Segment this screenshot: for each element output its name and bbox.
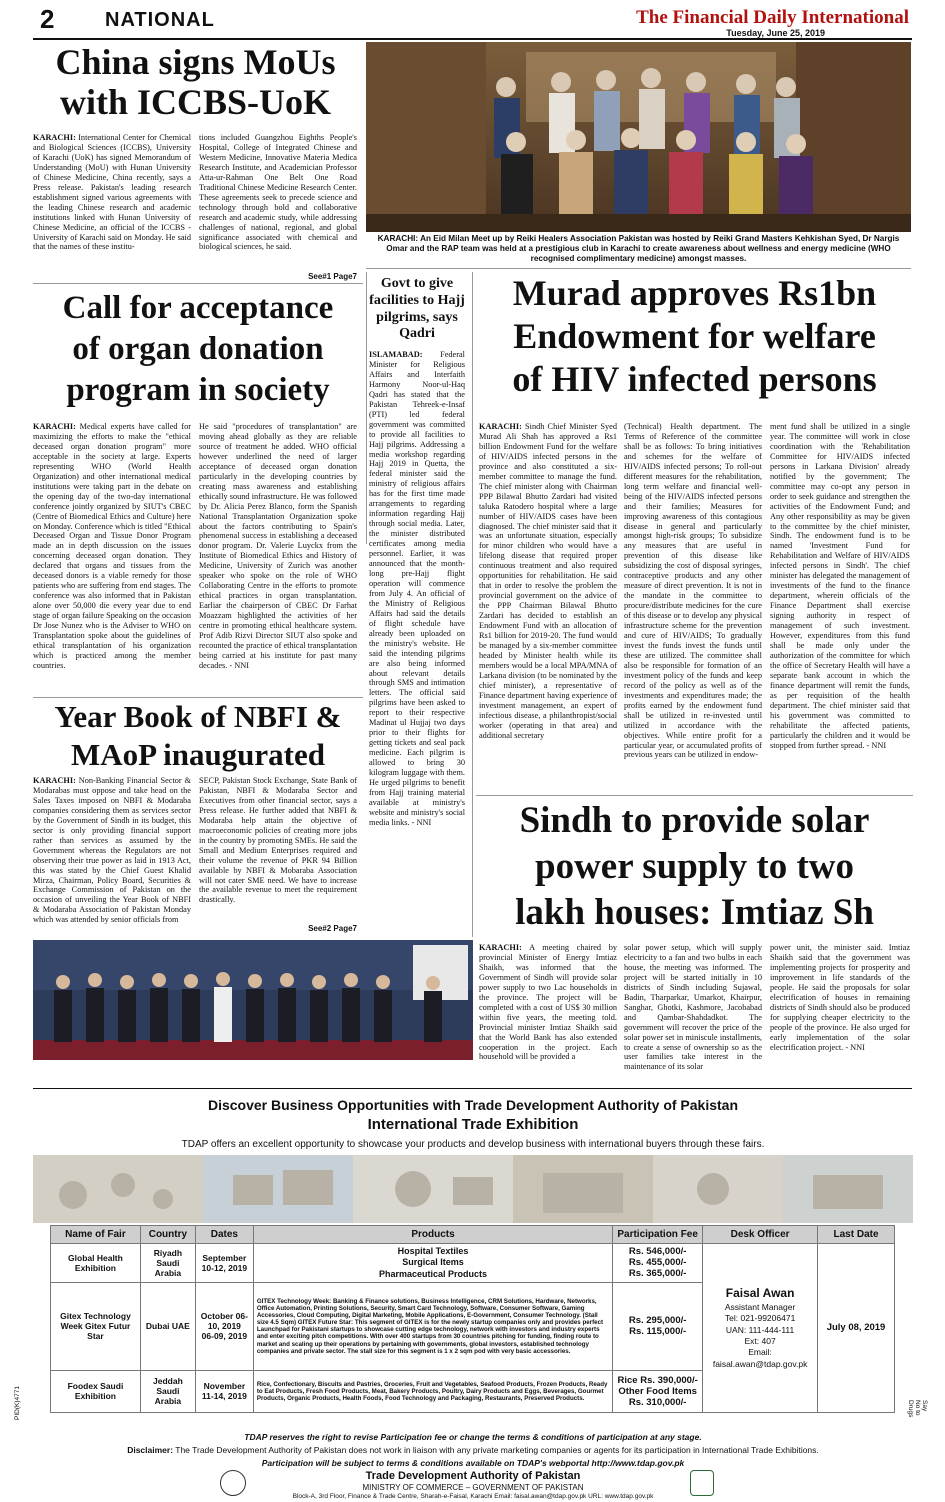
side-slogan: Say No to Drugs xyxy=(907,1400,928,1418)
nbfi-continued: See#2 Page7 xyxy=(308,924,357,933)
fair-name: Global Health Exhibition xyxy=(51,1244,141,1283)
solar-headline xyxy=(476,798,913,936)
fair-name: Gitex Technology Week Gitex Futur Star xyxy=(51,1282,141,1370)
divider-hajj-right xyxy=(472,272,473,937)
divider-photo1 xyxy=(366,268,911,269)
murad-headline-line1: Murad approves Rs1bn xyxy=(512,273,877,313)
fair-dates: November 11-14, 2019 xyxy=(195,1370,253,1412)
side-code: PID(K)4771 xyxy=(14,1386,21,1420)
murad-headline xyxy=(476,272,913,402)
footer-ministry: MINISTRY OF COMMERCE – GOVERNMENT OF PAKISTAN xyxy=(362,1483,584,1492)
solar-headline-line3: lakh houses: Imtiaz Sh xyxy=(515,891,874,933)
ad-banner-strip xyxy=(33,1155,913,1223)
organ-dateline: KARACHI: xyxy=(33,422,76,431)
col-header-products: Products xyxy=(253,1226,612,1244)
fair-products: Rice, Confectionary, Biscuits and Pastries, Groceries, Fruit and Vegetables, Seafood Products, Frozen Products, Ready to Eat Products, Fresh Food Products, Meat, Bakery Products, Poultry, Dairy Products and Eggs, Beverages, Gourmet Products, Organic Products, Health Foods, Food Technology and Packaging, Restaurants, Preserved Products. xyxy=(253,1370,612,1412)
organ-col2 xyxy=(199,422,357,694)
group-photo-image xyxy=(366,42,911,232)
china-headline-line2: with ICCBS-UoK xyxy=(59,82,332,123)
officer-email-label: Email: xyxy=(748,1347,772,1358)
organ-text2: He said "procedures of transplantation" are moving ahead globally as they are reliable source of treatment he added. WHO official however underlined the need of larger acceptance of deceased organ donation particularly in the developing countries by creating mass awareness and establishing ethically sound infrastructure. He was followed by Dr. Alicia Perez Blanco, form the Spanish National Transplantation Organization spoke about the factors contributing to Spain's phenomenal success in establishing a deceased donor program. Dr. Valerie Luyckx from the Institute of Biomedical Ethics and History of Medicine, University of Zurich was another speaker who spoke on the role of WHO Collaborating Centre in the efforts to promote ethical practices in organ transplantation. Earliar the chairperson of CBEC Dr Farhat Moazzam highlighted the activities of her centre in promoting ethical healthcare system. Prof Adib Rizvi Director SIUT also spoke and recounted the practice of ethical transplantation being carried at his institute for past many decades. - NNI xyxy=(199,422,357,670)
china-headline-line1: China signs MoUs xyxy=(55,42,336,82)
officer-title: Assistant Manager xyxy=(724,1301,796,1312)
solar-headline-line1: Sindh to provide solar xyxy=(519,800,870,841)
last-date-cell: July 08, 2019 xyxy=(818,1244,895,1413)
disclaimer-label: Disclaimer: xyxy=(127,1445,174,1455)
murad-col1 xyxy=(479,422,617,790)
china-col2 xyxy=(199,133,357,271)
murad-text1: Sindh Chief Minister Syed Murad Ali Shah has approved a Rs1 billion Endowment Fund for the welfare of HIV/AIDS infected persons in the province and also constituted a six-member committee to manage the fund. The chief minister along with Chairman PPP Bilawal Bhutto Zardari had visited taluka Ratodero hospital where a large number of HIV/AIDS cases have been diagnosed. The chief minister said that it was an unfortunate situation, especially for minor children who would have a lifelong disease that required proper continuous treatment and also required opportunities for rehabilitation. He said that in order to resolve the problem the provincial government on the advice of the PPP Chairman Bilawal Bhutto Zardari has decided to establish an Endowment Fund with an allocation of Rs1 billion for 2019-20. The fund would be managed by a six-member committee headed by Minister health while its members would be a local MPA/MNA of Larkana division (to be nominated by the chief minister), a representative of Finance department having experience of investment management, an expert of infectious disease, a philanthropist/social worker (operating in that area) and additional secretary xyxy=(479,422,617,740)
hajj-dateline: ISLAMABAD: xyxy=(369,350,423,359)
organ-headline-line3: program in society xyxy=(66,371,330,408)
ceremony-photo-image xyxy=(33,940,473,1060)
fair-country: Dubai UAE xyxy=(140,1282,195,1370)
officer-name: Faisal Awan xyxy=(725,1286,795,1301)
solar-headline-line2: power supply to two xyxy=(535,845,854,887)
table-row xyxy=(51,1244,895,1283)
murad-col2 xyxy=(624,422,762,790)
eid-milan-photo xyxy=(366,42,911,232)
fair-dates: October 06-10, 2019 06-09, 2019 xyxy=(195,1282,253,1370)
footer-org: Trade Development Authority of Pakistan xyxy=(365,1470,581,1482)
officer-tel: Tel: 021-99206471 xyxy=(724,1313,796,1324)
murad-headline-line2: Endowment for welfare xyxy=(513,316,876,357)
fair-fee: Rs. 546,000/- Rs. 455,000/- Rs. 365,000/- xyxy=(613,1244,703,1283)
nbfi-text2: SECP, Pakistan Stock Exchange, State Bank of Pakistan, NBFI & Modaraba Sector and Executives from other financial sector, says a Press release. He further added that NBFI & Modaraba help attain the objective of macroeconomic policies of creating more jobs in the country by promoting SMEs. He said the Small and Medium Enterprises required and their volume the revenue of PKR 94 Billion available by NBFI & Mobaraba Association will not cater SME need. We have to increase the available revenue to meet the requirement drastically. xyxy=(199,776,357,905)
nbfi-text1: Non-Banking Financial Sector & Modarabas must oppose and take head on the Sales Taxes imposed on NBFI & Modaraba companies considering them as services sector by the Government of Sindh in its budget, this sector is only providing financial support rather than services as assumed by the Government whereas the Regulators are not observing their true power as laid in 1913 Act, this was stated by the Chief Guest Khalid Mirza, Chairman, Policy Board, Securities & Exchange Commission of Pakistan on the occasion of unveiling the Year Book of NBFI & Modaraba Association of Pakistan Monday which was attended by senior officials from xyxy=(33,776,191,925)
nbfi-headline-line1: Year Book of NBFI & xyxy=(54,699,342,734)
divider-china xyxy=(33,283,363,284)
fair-dates: September 10-12, 2019 xyxy=(195,1244,253,1283)
murad-dateline: KARACHI: xyxy=(479,422,522,431)
fairs-table xyxy=(50,1225,895,1413)
ad-top-rule xyxy=(33,1088,912,1089)
eid-milan-caption: KARACHI: An Eid Milan Meet up by Reiki Healers Association Pakistan was hosted by Reiki Grand Masters Kehkishan Syed, Dr Nargis Omar and the RAP team was held at a prestigious club in Karachi to create awareness about wellness and energy medicine (WHO recognised complimentary medicine) amongst masses. xyxy=(377,234,900,263)
ad-subtitle: International Trade Exhibition xyxy=(367,1116,579,1133)
organ-headline-line1: Call for acceptance xyxy=(62,290,334,326)
col-header-dates: Dates xyxy=(195,1226,253,1244)
officer-uan: UAN: 111-444-111 xyxy=(725,1324,795,1335)
solar-col2 xyxy=(624,943,762,1072)
murad-col3 xyxy=(770,422,910,790)
col-header-officer: Desk Officer xyxy=(703,1226,818,1244)
fair-country: Riyadh Saudi Arabia xyxy=(140,1244,195,1283)
table-header-row xyxy=(51,1226,895,1244)
organ-headline xyxy=(33,288,363,411)
issue-date: Tuesday, June 25, 2019 xyxy=(726,28,825,38)
col-header-fee: Participation Fee xyxy=(613,1226,703,1244)
organ-headline-line2: of organ donation xyxy=(72,330,324,367)
products-collage xyxy=(33,1155,913,1223)
desk-officer-cell xyxy=(703,1244,818,1413)
divider-murad xyxy=(476,795,913,796)
china-text1: International Center for Chemical and Biological Sciences (ICCBS), University of Karachi (UoK) has signed Memorandum of Understanding (MoU) with Hunan University of Chinese Medicine, China recently, says a Press release. Pakistan's leading research establishment signed various agreements with the leading Chinese research and academic institutions linked with Hunan University of Chinese Medicine, an official of the ICCBS - University of Karachi said on Monday. He said that the names of these institu- xyxy=(33,133,191,252)
nbfi-col1 xyxy=(33,776,191,936)
china-dateline: KARACHI: xyxy=(33,133,76,142)
section-label: NATIONAL xyxy=(105,9,215,31)
hajj-text: Federal Minister for Religious Affairs and Interfaith Harmony Noor-ul-Haq Qadri has stated that the Pakistan Tehreek-e-Insaf (PTI) led federal government was committed to provide all facilities to Hajj pilgrims. Addressing a media workshop regarding Hajj 2019 in Quetta, the federal minister said the ministry of religious affairs has for the first time made arrangements to regarding information regarding Hajj through social media. Later, the minister distributed certificates among media personnel. Earlier, it was announced that the month-long pre-Hajj flight operation will commence from July 4. An official of the Ministry of Religious Affairs had said the details of flight schedule have already been uploaded on the ministry's website. He said the intending pilgrims are also being informed about relevant details through SMS and intimation letters. The official said pilgrims have been asked to report to their respective Madinat ul Hujjaj two days prior to their flights for getting tickets and seal pack medicine. Each pilgrim is allowed to bring 30 kilogram luggage with them. He urged pilgrims to benefit from Hajj training material available at ministry's website and ministry's social media links. - NNI xyxy=(369,350,465,827)
page-number: 2 xyxy=(40,4,55,34)
hajj-body xyxy=(369,350,465,935)
murad-text3: ment fund shall be utilized in a single year. The committee will work in close coordination with the 'Rehabilitation Committee for HIV/AIDS infected persons in Larkana Division' already notified by the government; The committee may co-opt any person in order to seek guidance and strengthen the activities of the Endowment Fund; and Any other responsibility as may be given to the committee by the chief minister, Sindh. The endowment fund is to be named 'Investment Fund for Rehabilitation and Welfare of HIV/AIDS infected persons in Sindh'. The chief minister has delegated the management of investments of the fund to the finance department, wherein officials of the Finance Department shall exercise signing authority in respect of management of such investment. However, expenditures from this fund shall be made only under the authorization of the committee for which the office of Secretary Health will have a separate bank account in which the finance department will remit the funds, as per requisition of the health department. The chief minister said that his government was committed to rehabilitate the affected patients, particularly the children and it would be stopped from further spread. - NNI xyxy=(770,422,910,750)
murad-text2: (Technical) Health department. The Terms of Reference of the committee shall be as follows: To bring initiatives and schemes for the welfare of HIV/AIDS infected persons; To roll-out different measures for the rehabilitation, long term welfare and financial well-being of the HIV/AIDS infected persons and their families; Measures for improving awareness of this contagious disease in general and particularly amongst high-risk groups; To subsidize any measures that are useful in prevention of this disease like subsidizing the cost of disposal syringes, contraceptive products and any other measure of direct prevention. It is not in the mandate in the committee to procure/distribute medicines for the cure of this disease or to develop any physical infrastructure scheme for the prevention and cure of HIV/AIDS; To gradually invest the funds invest the funds until these are utilized. The committee shall also be responsible for formation of an investment policy of the funds and keep record of the policy as well as of the investments and expenditures made; the profits earned by the endowment fund shall be utilized in re-invested until utilized in accordance with the objectives. While entire profit for a particular year, or accumulated profits of previous years can be utilized in endow- xyxy=(624,422,762,760)
header-rule xyxy=(33,38,912,40)
solar-text1: A meeting chaired by provincial Minister of Energy Imtiaz Shaikh, was informed that the Government of Sindh will provide solar power supply to two Lac households in the province. The project will be completed with a cost of US$ 30 million within five years, the meeting told. Provincial minister Imtiaz Shaikh said that the World Bank has also extended cooperation in the project. Each household will be provided a xyxy=(479,943,617,1062)
china-continued: See#1 Page7 xyxy=(308,272,357,281)
ad-title: Discover Business Opportunities with Trade Development Authority of Pakistan xyxy=(207,1097,739,1113)
nbfi-headline xyxy=(33,698,363,774)
solar-text2: solar power setup, which will supply electricity to a fan and two bulbs in each house, the meeting was informed. The project will be started initially in 10 districts of Sindh including Sujawal, Badin, Tharparkar, Umarkot, Khairpur, Sanghar, Ghotki, Kashmore, Jacobabad and Qambar-Shahdadkot. The government will recover the price of the solar power set in miniscule installments, to create a sense of ownership so as the user families take interest in the maintenance of its solar xyxy=(624,943,762,1072)
organ-text1: Medical experts have called for maximizing the efforts to make the "ethical deceased organ donation program" more acceptable in the society at large. Experts representing WHO (World Health Organization) and other international medical institutions were taking part in the debate on the opening day of the two-day international conference jointly organized by SIUT's CBEC (Centre of Biomedical Ethics and Culture) here on Monday. Conference which is titled "Ethical Deceased Organ and Tissue Donor Program made an in depth discussion on the issues concerning deceased organ donation. They declared that organs and tissues from the deceased donors is a viable remedy for those patients who are suffering from end stages. The conference was also informed that in Pakistan alone over 50,000 die every year due to end stage of organ failure Speaking on the occasion Dr Jose Nunez who is the Adviser to WHO on Transplantation spoke about the guidelines of ethical transplantation of his organization which is practiced among the member countries. xyxy=(33,422,191,670)
pakistan-emblem-icon xyxy=(690,1470,714,1496)
divider-hajj-left xyxy=(366,272,367,544)
col-header-country: Country xyxy=(140,1226,195,1244)
nbfi-dateline: KARACHI: xyxy=(33,776,76,785)
ad-note: TDAP reserves the right to revise Participation fee or change the terms & conditions of participation at any stage. xyxy=(244,1432,702,1442)
fair-fee: Rs. 295,000/- Rs. 115,000/- xyxy=(613,1282,703,1370)
china-headline xyxy=(33,42,358,123)
ad-intro: TDAP offers an excellent opportunity to showcase your products and develop business with international buyers through these fairs. xyxy=(181,1139,765,1150)
disclaimer-text: The Trade Development Authority of Pakistan does not work in liaison with any private marketing companies or agents for its participation in International Trade Exhibitions. xyxy=(175,1445,819,1455)
masthead: The Financial Daily International xyxy=(636,7,909,28)
col-header-lastdate: Last Date xyxy=(818,1226,895,1244)
officer-ext: Ext: 407 xyxy=(744,1335,776,1346)
murad-headline-line3: of HIV infected persons xyxy=(512,359,877,400)
china-text2: tions included Guangzhou Eighths People's Hospital, College of Integrated Chinese and Western Medicine, Innovative Materia Medica Research Institute, and Academician Professor Atta-ur-Rahman One Belt One Road Traditional Chinese Medicine Research Center. These agreements seek to precede science and technology through bold and collaborative research and academic study, while addressing challenges of national, regional, and global significance associated with chemical and biological sciences, he said. xyxy=(199,133,357,252)
organ-col1 xyxy=(33,422,191,694)
col-header-name: Name of Fair xyxy=(51,1226,141,1244)
ad-disclaimer xyxy=(33,1445,913,1455)
solar-text3: power unit, the minister said. Imtiaz Shaikh said that the government was implementing projects for prosperity and improvement in life standards of the people. He said the proposals for solar electrification of houses in remaining districts of Sindh should also be produced for supplying cheaper electricity to the people of the province. He also urged for early implementation of the solar electrification project. - NNI xyxy=(770,943,910,1052)
solar-col1 xyxy=(479,943,617,1063)
fair-products: GITEX Technology Week: Banking & Finance solutions, Business Intelligence, CRM Solutions, Hardware, Networks, Office Automation, Printing Solutions, Security, Smart Card Technology, Software, Consumer Software, Gaming Accessories, Cloud Computing, Digital Marketing, Mobile Applications, E-Government, Consumer Technology. (Stall size 4.5 Sqm) GITEX Future Star: This segment of GITEX is for the newly startup companies only and provides perfect Launchpad for Pakistani startups to showcase cutting edge technology, network with investors and industry experts and enter exciting pitch competitions. With over 400 startups from 30 countries pitching for funding, finding route to market and scaling up their operations by pertaining with governments, global investors, established technology companies and private sector. The stall size for this segment is 1 x 2 sqm pod with very basic accessories. xyxy=(253,1282,612,1370)
footer-address: Block-A, 3rd Floor, Finance & Trade Centre, Sharah-e-Faisal, Karachi Email: faisal.awan@tdap.gov.pk URL: www.tdap.gov.pk xyxy=(292,1493,654,1500)
fair-products: Hospital Textiles Surgical Items Pharmaceutical Products xyxy=(253,1244,612,1283)
fair-country: Jeddah Saudi Arabia xyxy=(140,1370,195,1412)
officer-email[interactable]: faisal.awan@tdap.gov.pk xyxy=(712,1358,808,1369)
fair-name: Foodex Saudi Exhibition xyxy=(51,1370,141,1412)
ad-participation: Participation will be subject to terms & conditions available on TDAP's webportal http://www.tdap.gov.pk xyxy=(261,1458,685,1468)
nbfi-headline-line2: MAoP inaugurated xyxy=(70,736,326,772)
hajj-headline: Govt to give facilities to Hajj pilgrims, says Qadri xyxy=(369,276,465,342)
solar-dateline: KARACHI: xyxy=(479,943,522,952)
fair-fee: Rice Rs. 390,000/- Other Food Items Rs. 310,000/- xyxy=(613,1370,703,1412)
nbfi-col2 xyxy=(199,776,357,924)
china-col1 xyxy=(33,133,191,283)
nbfi-ceremony-photo xyxy=(33,940,473,1060)
solar-col3 xyxy=(770,943,910,1063)
